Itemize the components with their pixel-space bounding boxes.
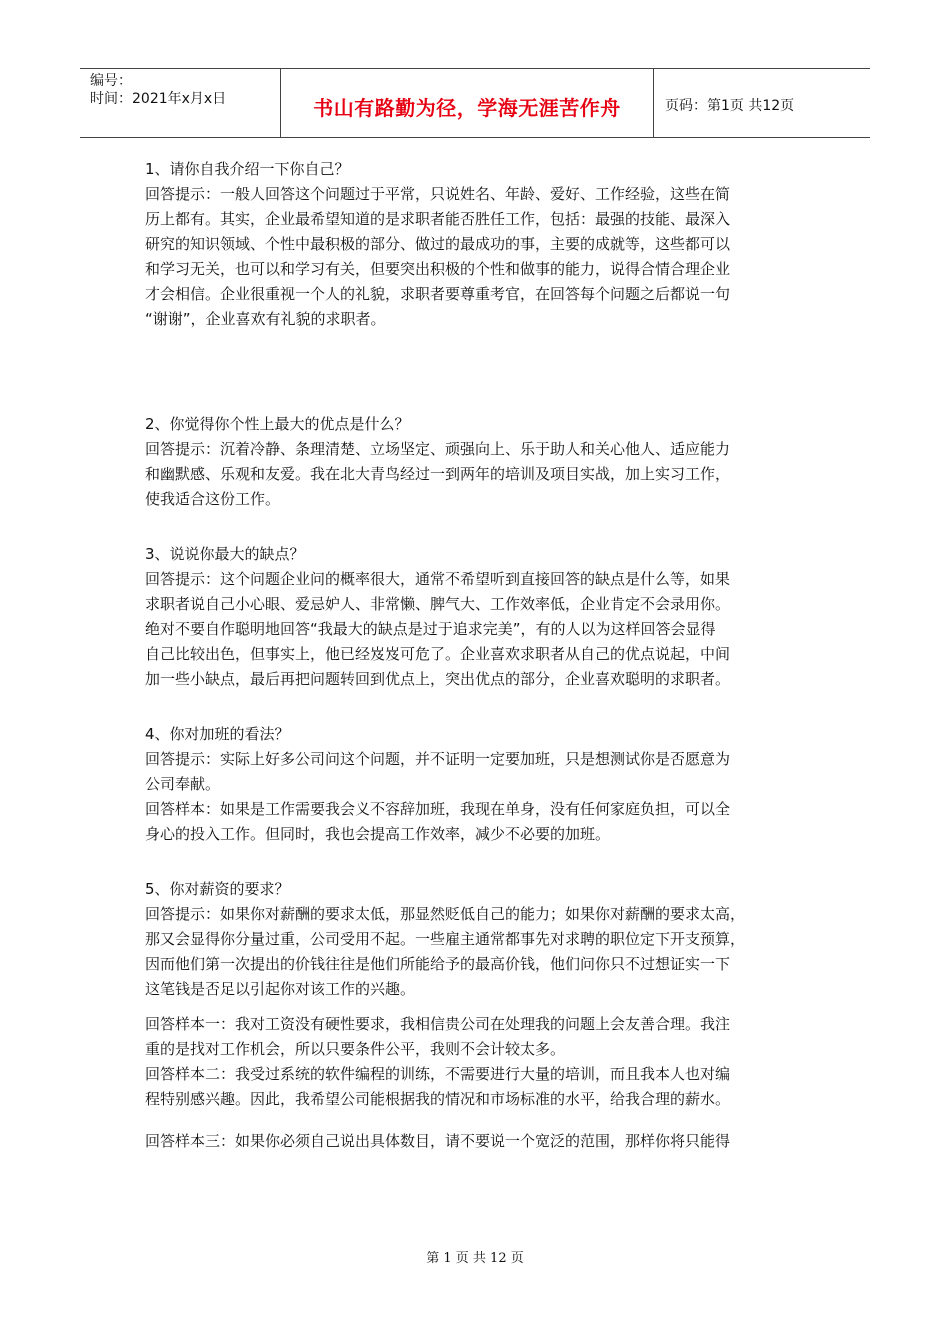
answer-line: 回答提示：这个问题企业问的概率很大，通常不希望听到直接回答的缺点是什么等，如果 [145, 570, 731, 588]
answer-line: 那又会显得你分量过重，公司受用不起。一些雇主通常都事先对求聘的职位定下开支预算， [145, 930, 746, 948]
sample-line: 回答样本三：如果你必须自己说出具体数目，请不要说一个宽泛的范围，那样你将只能得 [145, 1132, 731, 1150]
answer-line: 因而他们第一次提出的价钱往往是他们所能给予的最高价钱，他们问你只不过想证实一下 [145, 955, 731, 973]
question-title: 5、你对薪资的要求？ [145, 880, 290, 898]
answer-line: 回答提示：沉着冷静、条理清楚、立场坚定、顽强向上、乐于助人和关心他人、适应能力 [145, 440, 731, 458]
answer-line: 自己比较出色，但事实上，他已经岌岌可危了。企业喜欢求职者从自己的优点说起，中间 [145, 645, 731, 663]
question-title: 2、你觉得你个性上最大的优点是什么？ [145, 415, 410, 433]
answer-line: 历上都有。其实，企业最希望知道的是求职者能否胜任工作，包括：最强的技能、最深入 [145, 210, 731, 228]
sample-line: 重的是找对工作机会，所以只要条件公平，我则不会计较太多。 [145, 1040, 566, 1058]
page-footer: 第 1 页 共 12 页 [426, 1251, 524, 1266]
answer-line: 身心的投入工作。但同时，我也会提高工作效率，减少不必要的加班。 [145, 825, 611, 843]
question-title: 3、说说你最大的缺点？ [145, 545, 305, 563]
answer-line: 和幽默感、乐观和友爱。我在北大青鸟经过一到两年的培训及项目实战，加上实习工作， [145, 465, 731, 483]
header-page-cell [654, 69, 870, 137]
sample-line: 回答样本二：我受过系统的软件编程的训练，不需要进行大量的培训，而且我本人也对编 [145, 1065, 731, 1083]
document-number-label: 编号： [90, 73, 132, 89]
answer-line: 加一些小缺点，最后再把问题转回到优点上，突出优点的部分，企业喜欢聪明的求职者。 [145, 670, 731, 688]
sample-line: 程特别感兴趣。因此，我希望公司能根据我的情况和市场标准的水平，给我合理的薪水。 [145, 1090, 731, 1108]
answer-line: 公司奉献。 [145, 775, 221, 793]
answer-line: 使我适合这份工作。 [145, 490, 281, 508]
answer-line: 回答提示：一般人回答这个问题过于平常，只说姓名、年龄、爱好、工作经验，这些在简 [145, 185, 731, 203]
answer-line: “谢谢”，企业喜欢有礼貌的求职者。 [145, 310, 386, 328]
answer-line: 回答样本：如果是工作需要我会义不容辞加班，我现在单身，没有任何家庭负担，可以全 [145, 800, 731, 818]
header-page-info: 页码：第1页 共12页 [665, 98, 795, 114]
document-date-label: 时间：2021年x月x日 [90, 91, 227, 107]
document-body [145, 157, 805, 1154]
question-title: 1、请你自我介绍一下你自己？ [145, 160, 350, 178]
answer-line: 这笔钱是否足以引起你对该工作的兴趣。 [145, 980, 416, 998]
page-header [80, 68, 870, 138]
question-title: 4、你对加班的看法？ [145, 725, 290, 743]
header-motto: 书山有路勤为径，学海无涯苦作舟 [313, 96, 621, 120]
answer-line: 才会相信。企业很重视一个人的礼貌，求职者要尊重考官，在回答每个问题之后都说一句 [145, 285, 731, 303]
header-meta [80, 69, 281, 137]
answer-line: 和学习无关，也可以和学习有关，但要突出积极的个性和做事的能力，说得合情合理企业 [145, 260, 731, 278]
sample-line: 回答样本一：我对工资没有硬性要求，我相信贵公司在处理我的问题上会友善合理。我注 [145, 1015, 731, 1033]
answer-line: 求职者说自己小心眼、爱忌妒人、非常懒、脾气大、工作效率低，企业肯定不会录用你。 [145, 595, 731, 613]
answer-line: 回答提示：如果你对薪酬的要求太低，那显然贬低自己的能力；如果你对薪酬的要求太高， [145, 905, 746, 923]
answer-line: 回答提示：实际上好多公司问这个问题，并不证明一定要加班，只是想测试你是否愿意为 [145, 750, 731, 768]
answer-line: 研究的知识领域、个性中最积极的部分、做过的最成功的事，主要的成就等，这些都可以 [145, 235, 731, 253]
header-motto-cell [281, 69, 654, 137]
answer-line: 绝对不要自作聪明地回答“我最大的缺点是过于追求完美”，有的人以为这样回答会显得 [145, 620, 716, 638]
